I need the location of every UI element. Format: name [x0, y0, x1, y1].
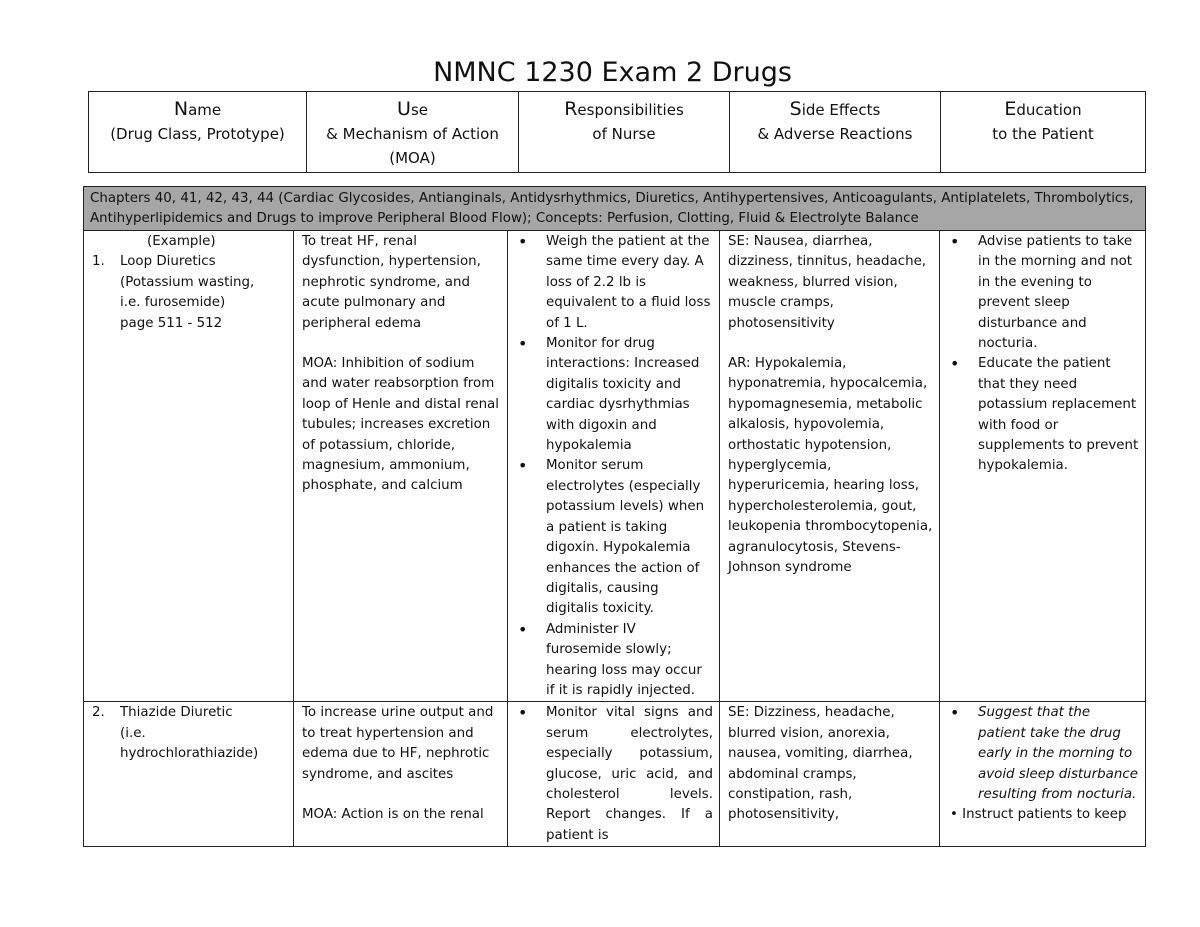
list-item: • Suggest that the patient take the drug early in the morning to avoid sleep disturbance resulting from nocturia. — [948, 703, 1139, 805]
header-responsibilities: Responsibilities of Nurse — [519, 92, 730, 173]
row-number: 1. — [92, 254, 105, 270]
drug-prototype: hydrochlorathiazide) — [120, 746, 259, 762]
adverse-reactions-text: AR: Hypokalemia, hyponatremia, hypocalcemia, hypomagnesemia, metabolic alkalosis, hypovolemia, orthostatic hypotension, hyperglycemia, hyperuricemia, hearing loss, hypercholesterolemia, gout, leukopenia thrombocytopenia, agranulocytosis, Stevens-Johnson syndrome — [728, 356, 933, 576]
list-item: • Advise patients to take in the morning and not in the evening to prevent sleep disturbance and nocturia. — [948, 232, 1139, 354]
drug-name-cell — [84, 231, 294, 702]
side-effects-text: SE: Dizziness, headache, blurred vision, anorexia, nausea, vomiting, diarrhea, abdominal cramps, constipation, rash, photosensitivity, — [728, 705, 913, 823]
use-text: To treat HF, renal dysfunction, hypertension, nephrotic syndrome, and acute pulmonary and peripheral edema — [302, 234, 481, 331]
drug-prototype: i.e. furosemide) — [120, 295, 226, 311]
list-item: • Weigh the patient at the same time every day. A loss of 2.2 lb is equivalent to a fluid loss of 1 L. — [516, 232, 713, 334]
list-item: • Educate the patient that they need potassium replacement with food or supplements to prevent hypokalemia. — [948, 354, 1139, 476]
chapters-banner: Chapters 40, 41, 42, 43, 44 (Cardiac Glycosides, Antianginals, Antidysrhythmics, Diuretics, Antihypertensives, Anticoagulants, Antiplatelets, Thrombolytics, Antihyperlipidemics and Drugs to improve Peripheral Blood Flow); Concepts: Perfusion, Clotting, Fluid & Electrolyte Balance — [84, 187, 1146, 231]
list-item: • Monitor serum electrolytes (especially potassium levels) when a patient is taking digoxin. Hypokalemia enhances the action of digitalis, causing digitalis toxicity. — [516, 456, 713, 619]
table-row — [84, 231, 1146, 702]
drug-class: Thiazide Diuretic — [120, 705, 233, 721]
list-item: • Monitor for drug interactions: Increased digitalis toxicity and cardiac dysrhythmias with digoxin and hypokalemia — [516, 334, 713, 456]
drug-table — [83, 186, 1146, 847]
example-label: (Example) — [147, 234, 216, 249]
moa-text: MOA: Inhibition of sodium and water reabsorption from loop of Henle and distal renal tubules; increases excretion of potassium, chloride, magnesium, ammonium, phosphate, and calcium — [302, 356, 499, 494]
table-row — [84, 702, 1146, 847]
education-cell — [940, 231, 1146, 702]
side-effects-cell — [720, 702, 940, 847]
use-text: To increase urine output and to treat hypertension and edema due to HF, nephrotic syndrome, and ascites — [302, 705, 494, 782]
drug-class: Loop Diuretics — [120, 254, 216, 270]
header-name: Name (Drug Class, Prototype) — [89, 92, 307, 173]
drug-name-cell — [84, 702, 294, 847]
list-item: • Instruct patients to keep — [950, 807, 1127, 823]
row-number: 2. — [92, 705, 105, 721]
page-title: NMNC 1230 Exam 2 Drugs — [433, 57, 792, 88]
page-ref: page 511 - 512 — [120, 315, 223, 331]
use-cell — [294, 702, 508, 847]
list-item: • Administer IV furosemide slowly; hearing loss may occur if it is rapidly injected. — [516, 620, 713, 702]
column-header-table — [88, 91, 1146, 173]
header-education: Education to the Patient — [941, 92, 1146, 173]
moa-text: MOA: Action is on the renal — [302, 806, 484, 822]
header-side-effects: Side Effects & Adverse Reactions — [730, 92, 941, 173]
drug-detail: (i.e. — [120, 725, 146, 741]
responsibilities-cell — [508, 702, 720, 847]
list-item: • Monitor vital signs and serum electrolytes, especially potassium, glucose, uric acid, and cholesterol levels. Report changes. If a patient is — [516, 703, 713, 846]
drug-detail: (Potassium wasting, — [120, 274, 255, 290]
side-effects-text: SE: Nausea, diarrhea, dizziness, tinnitus, headache, weakness, blurred vision, muscle cramps, photosensitivity — [728, 234, 927, 331]
header-use: Use & Mechanism of Action (MOA) — [307, 92, 519, 173]
education-cell — [940, 702, 1146, 847]
responsibilities-cell — [508, 231, 720, 702]
use-cell — [294, 231, 508, 702]
side-effects-cell — [720, 231, 940, 702]
